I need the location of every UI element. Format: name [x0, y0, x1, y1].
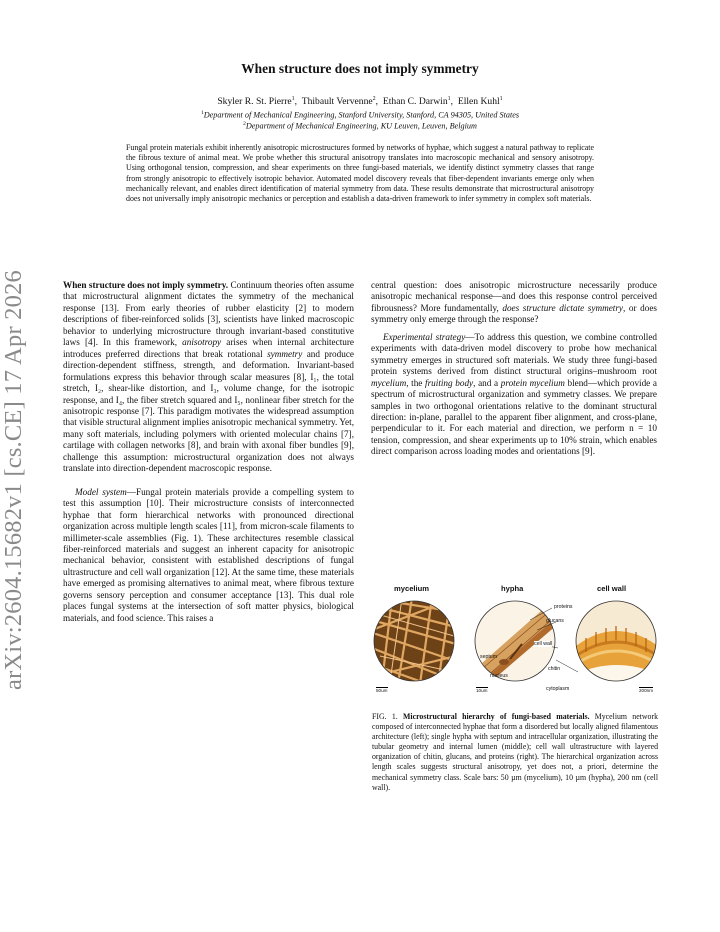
affiliation — [0, 121, 720, 131]
abstract: Fungal protein materials exhibit inherently anisotropic microstructures formed by networks of hyphae, which suggest a natural pathway to replicate the fibrous texture of animal meat. We probe whether this structural anisotropy translates into macroscopic mechanical and sensory anisotropy. Using orthogonal tension, compression, and shear experiments on three fungi-based materials, we identify distinct symmetry classes that range from strongly anisotropic to effectively isotropic behavior. Automated model discovery reveals that fiber-dependent invariants emerge only when mechanically relevant, and enables direct identification of material symmetry from data. These results demonstrate that microstructural anisotropy does not universally imply anisotropic mechanics or perception and establish a data-driven framework to infer symmetry in complex soft materials. — [126, 143, 594, 204]
arxiv-identifier[interactable]: arXiv:2604.15682v1 [cs.CE] 17 Apr 2026 — [0, 270, 27, 690]
affiliation — [0, 110, 720, 120]
emphasis: protein mycelium — [500, 377, 565, 388]
panel-title-cell-wall: cell wall — [597, 584, 627, 593]
paragraph-text: central question: does anisotropic microstructure necessarily produce anisotropic mechanical response—and does this response control perceived fibrousness? More fundamentally, — [371, 280, 657, 313]
author-name: Thibault Vervenne — [301, 96, 373, 108]
author-affil-mark: 1 — [291, 96, 295, 102]
author-name: Ellen Kuhl — [457, 96, 500, 108]
paragraph — [63, 280, 354, 475]
affiliation-mark: 2 — [243, 121, 246, 127]
panel-title-hypha: hypha — [501, 584, 524, 593]
label-cell-wall: cell wall — [534, 641, 553, 647]
paragraph — [371, 332, 657, 458]
author-affil-mark: 1 — [447, 96, 451, 102]
paragraph-text: arises when internal architecture introduces preferred directions that break rotational — [63, 337, 354, 359]
label-glucans: glucans — [546, 618, 564, 624]
affiliation-text: Department of Mechanical Engineering, Stanford University, Stanford, CA 94305, United States — [203, 110, 520, 120]
label-nucleus: nucleus — [490, 673, 508, 679]
figure-illustration — [372, 586, 658, 696]
right-column — [371, 280, 657, 458]
scale-bar-hypha: 10um — [476, 688, 488, 693]
figure-1 — [372, 586, 658, 696]
label-proteins: proteins — [554, 604, 573, 610]
author-name: Ethan C. Darwin — [382, 96, 448, 108]
paragraph-text: Continuum theories often assume that microstructural alignment dictates the symmetry of the mechanical response [13]. From early theories of rubber elasticity [2] to modern descriptions of fiber-reinforced solids [3], scientists have linked macroscopic behavior to underlying microstructure through invariant-based constitutive laws [4]. In this framework, — [63, 280, 354, 348]
author-list: Skyler R. St. Pierre$^1$, Thibault Vervenne$^2$, Ethan C. Darwin$^1$, Ellen Kuhl$^1$ — [217, 96, 503, 108]
paragraph-lead: Model system — [75, 486, 127, 497]
emphasis: mycelium — [371, 377, 407, 388]
paragraph — [371, 280, 657, 326]
emphasis: does structure dictate symmetry — [502, 302, 624, 313]
caption-title: Microstructural hierarchy of fungi-based materials. — [403, 712, 590, 721]
affiliation-mark: 1 — [200, 110, 204, 116]
panel-title-mycelium: mycelium — [394, 584, 430, 593]
paragraph-lead: Experimental strategy — [383, 331, 466, 342]
paragraph-text: , and a — [473, 377, 501, 388]
label-chitin: chitin — [548, 666, 561, 672]
emphasis: anisotropy — [182, 337, 222, 348]
paragraph — [63, 487, 354, 624]
paper-title: When structure does not imply symmetry — [241, 61, 479, 76]
label-cytoplasm: cytoplasm — [546, 686, 570, 692]
mycelium-panel — [372, 596, 458, 688]
paragraph-text: —To address this question, we combine controlled experiments with data-driven model discovery to probe how mechanical symmetry emerges in structured soft materials. We study three fungi-based protein systems derived from distinct structural origins–mushroom root — [371, 331, 657, 377]
caption-label: FIG. 1. — [372, 712, 398, 721]
author-name: Skyler R. St. Pierre — [217, 96, 292, 108]
affiliation-text: Department of Mechanical Engineering, KU Leuven, Leuven, Belgium — [245, 121, 477, 131]
paragraph-text: , the — [406, 377, 426, 388]
emphasis: fruiting body — [425, 377, 474, 388]
paragraph-text: and produce direction-dependent stiffness, strength, and deformation. Invariant-based formulations express this behavior through scalar measures [8], I₁, the total stretch, I₂, shear-like distortion, and I₃, volume change, for the isotropic response, and I₄, the fiber stretch squared and I₅, nonlinear fiber stretch for the anisotropic response [7]. This paradigm motivates the widespread assumption that visible structural alignment implies anisotropic mechanical symmetry. Yet, many soft materials, including polymers with oriented molecular chains [7], cartilage with collagen networks [8], and brain with axonal fiber bundles [9], challenge this assumption: microstructural organization does not always translate into direction-dependent macroscopic response. — [63, 348, 354, 474]
author-affil-mark: 1 — [499, 96, 503, 102]
scale-bar-cell-wall: 200nm — [639, 688, 654, 693]
paragraph-text: blend—which provide a spectrum of microstructural organization and symmetry classes. We prepare samples in two orthogonal orientations relative to the dominant structural direction: in-plane, parallel to the apparent fiber alignment, and cross-plane, perpendicular to it. For each material and direction, we perform n = 10 tension, compression, and shear experiments up to 10% strain, which enables direct comparison across loading modes and orientations [9]. — [371, 377, 657, 457]
figure-caption — [372, 712, 658, 793]
label-septum: septum — [480, 654, 498, 660]
paragraph-text: —Fungal protein materials provide a compelling system to test this assumption [10]. Their microstructure consists of interconnected hyphae that form hierarchical networks with pronounced directional organization across multiple length scales [11], from micron-scale filaments to millimeter-scale assemblies (Fig. 1). These architectures resemble classical fiber-reinforced materials and suggest an inherent capacity for anisotropic mechanical behavior, consistent with established descriptions of fungal ultrastructure and cell wall organization [12]. At the same time, these materials have emerged as promising alternatives to animal meat, where fibrous texture governs sensory perception and consumer acceptance [13]. This dual role places fungal systems at the intersection of soft matter physics, biological materials, and food science. This raises a — [63, 486, 354, 623]
author-affil-mark: 2 — [372, 96, 376, 102]
caption-text: Mycelium network composed of interconnected hyphae that form a disordered but locally aligned filamentous architecture (left); single hypha with septum and intracellular organization, illustrating the tubular geometry and internal lumen (middle); cell wall ultrastructure with layered organization of chitin, glucans, and proteins (right). The hierarchical organization across length scales suggests structural anisotropy, yet does not, a priori, determine the mechanical symmetry class. Scale bars: 50 µm (mycelium), 10 µm (hypha), 200 nm (cell wall). — [372, 712, 658, 792]
cell-wall-panel — [572, 598, 658, 688]
paragraph-text: , or does symmetry only emerge through the response? — [371, 302, 657, 325]
paragraph-lead: When structure does not imply symmetry. — [63, 280, 229, 290]
left-column — [63, 280, 354, 624]
scale-bar-mycelium: 50um — [376, 688, 388, 693]
emphasis: symmetry — [267, 348, 303, 359]
